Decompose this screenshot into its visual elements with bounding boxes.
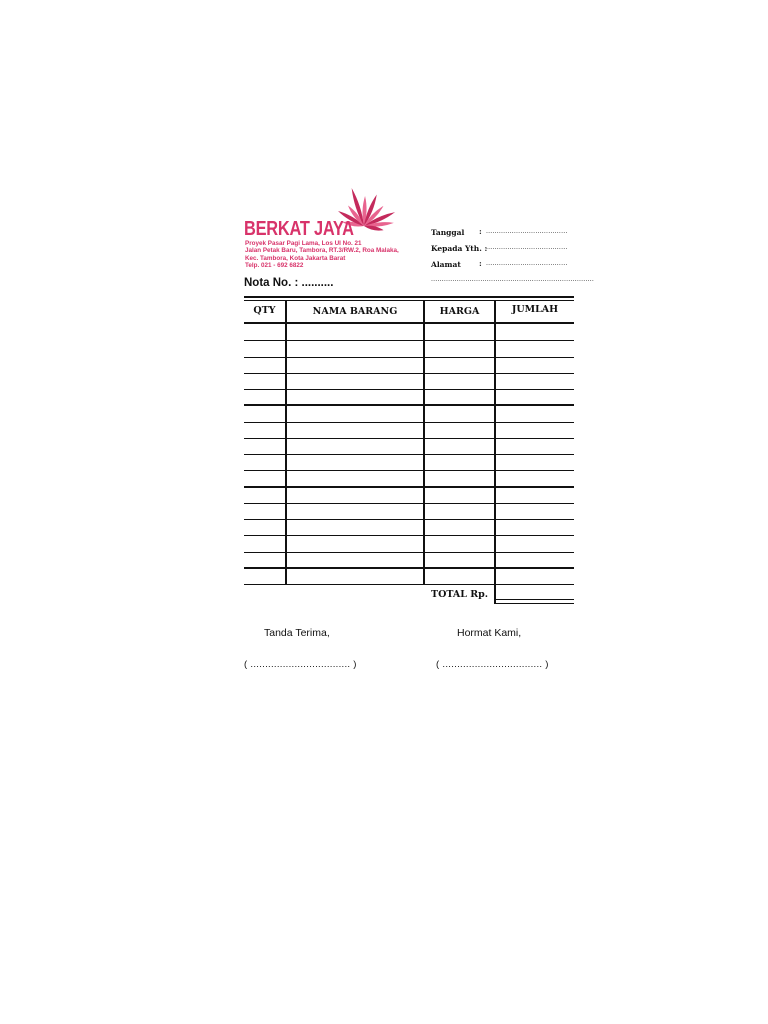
table-row-rule: [244, 422, 574, 423]
table-top-rule-thin: [244, 300, 574, 301]
table-row-rule: [244, 357, 574, 358]
header-bottom-rule: [244, 322, 574, 324]
table-row-rule: [244, 535, 574, 536]
nota-number: Nota No. : ..........: [244, 277, 334, 289]
brand-name: BERKAT JAYA: [244, 218, 354, 240]
column-header-qty: QTY: [253, 305, 276, 316]
kepada-label: Kepada Yth. :: [431, 244, 488, 253]
table-row-rule: [244, 404, 574, 406]
sender-signature-line: ( .................................. ): [436, 659, 549, 670]
column-divider: [423, 300, 425, 585]
column-header-nama-barang: NAMA BARANG: [312, 306, 398, 317]
table-row-rule: [244, 519, 574, 520]
table-row-rule: [244, 454, 574, 455]
address-line: Proyek Pasar Pagi Lama, Los UI No. 21: [245, 240, 362, 247]
receiver-label: Tanda Terima,: [264, 627, 330, 639]
total-field-rule: [494, 599, 574, 600]
table-row-rule: [244, 438, 574, 439]
alamat-field[interactable]: ......................................: [486, 260, 568, 267]
table-row-rule: [244, 389, 574, 390]
table-top-rule: [244, 296, 574, 298]
table-row-rule: [244, 503, 574, 504]
alamat-label: Alamat: [431, 260, 461, 269]
table-bottom-rule: [244, 584, 574, 585]
kepada-field[interactable]: ......................................: [486, 244, 568, 251]
alamat-colon: :: [479, 259, 482, 268]
column-divider: [285, 300, 287, 585]
address-line: Jalan Petak Baru, Tambora, RT.3/RW.2, Roa Malaka,: [245, 247, 399, 255]
company-address: [245, 240, 399, 269]
tanggal-colon: :: [479, 227, 482, 236]
column-header-harga: HARGA: [439, 306, 480, 317]
table-row-rule: [244, 486, 574, 488]
table-row-rule: [244, 567, 574, 569]
column-header-jumlah: JUMLAH: [511, 304, 559, 315]
total-label: TOTAL Rp.: [431, 589, 489, 600]
address-line: Kec. Tambora, Kota Jakarta Barat: [245, 254, 346, 262]
tanggal-label: Tanggal: [431, 228, 465, 237]
address-line: Telp. 021 - 692 6822: [245, 261, 304, 269]
logo-petal: [364, 226, 384, 231]
tanggal-field[interactable]: ......................................: [486, 228, 568, 235]
alamat-field-extra[interactable]: ............................................................................: [431, 276, 595, 283]
table-row-rule: [244, 373, 574, 374]
receiver-signature-line: ( .................................. ): [244, 659, 357, 670]
column-divider: [494, 300, 496, 603]
total-field-rule-double: [494, 603, 574, 604]
sender-label: Hormat Kami,: [457, 627, 522, 639]
table-row-rule: [244, 470, 574, 471]
table-row-rule: [244, 552, 574, 553]
table-row-rule: [244, 340, 574, 341]
